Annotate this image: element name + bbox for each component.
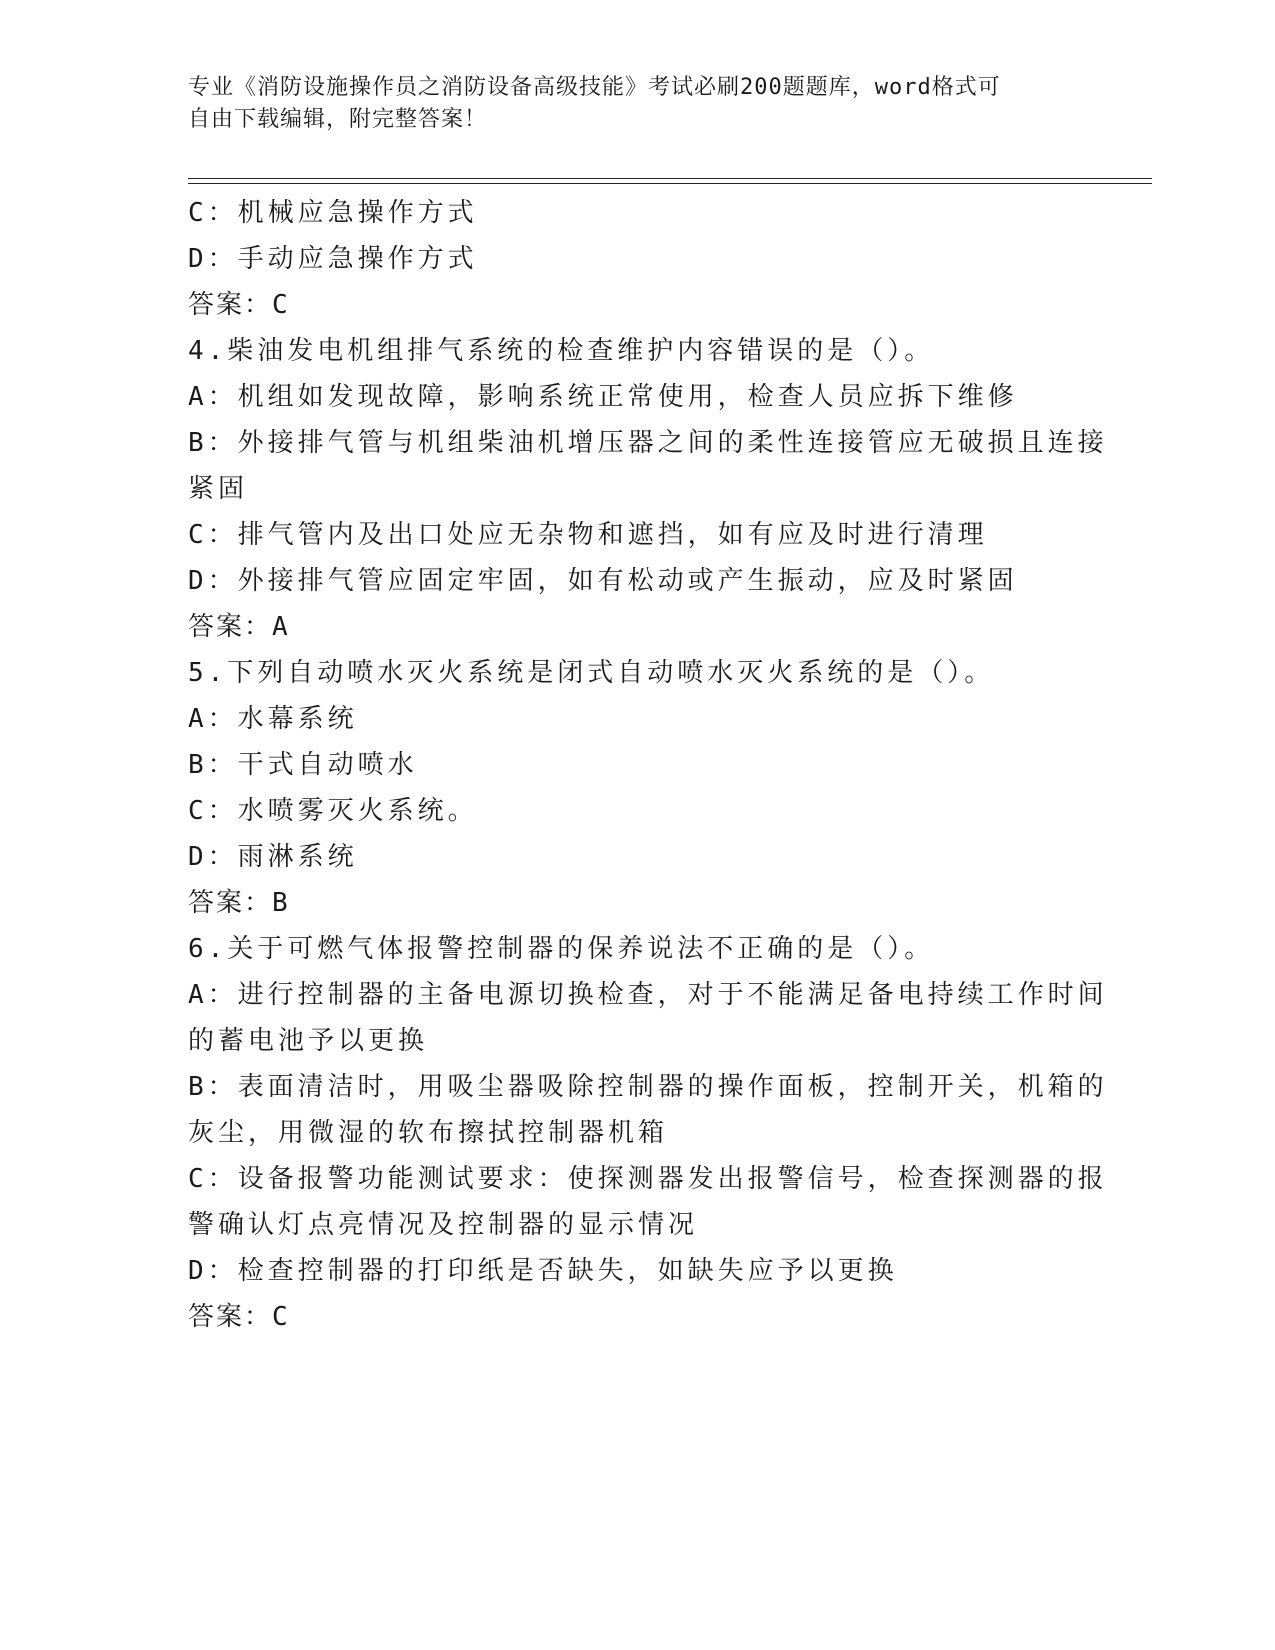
answer-line: 答案：C <box>188 290 290 320</box>
option-d: D：手动应急操作方式 <box>188 244 478 274</box>
option-a: A：进行控制器的主备电源切换检查，对于不能满足备电持续工作时间 <box>188 980 1108 1010</box>
answer-line: 答案：B <box>188 888 290 918</box>
option-b: B：外接排气管与机组柴油机增压器之间的柔性连接管应无破损且连接 <box>188 428 1108 458</box>
option-c: C：水喷雾灭火系统。 <box>188 796 478 826</box>
option-c: C：机械应急操作方式 <box>188 198 478 228</box>
option-d: D：雨淋系统 <box>188 842 358 872</box>
option-d: D：外接排气管应固定牢固，如有松动或产生振动，应及时紧固 <box>188 566 1018 596</box>
answer-line: 答案：C <box>188 1302 290 1332</box>
option-a: A：水幕系统 <box>188 704 358 734</box>
option-b-continued: 紧固 <box>188 474 249 504</box>
option-b: B：干式自动喷水 <box>188 750 418 780</box>
option-a: A：机组如发现故障，影响系统正常使用，检查人员应拆下维修 <box>188 382 1018 412</box>
option-c: C：设备报警功能测试要求：使探测器发出报警信号，检查探测器的报 <box>188 1164 1108 1194</box>
option-a-continued: 的蓄电池予以更换 <box>188 1026 429 1056</box>
question-block-6 <box>188 926 1108 1340</box>
document-header <box>188 72 1068 136</box>
header-divider-top <box>188 178 1152 179</box>
header-line-1: 专业《消防设施操作员之消防设备高级技能》考试必刷200题题库，word格式可 <box>188 75 1001 100</box>
question-title: 5.下列自动喷水灭火系统是闭式自动喷水灭火系统的是（）。 <box>188 658 995 688</box>
option-c: C：排气管内及出口处应无杂物和遮挡，如有应及时进行清理 <box>188 520 988 550</box>
question-title: 6.关于可燃气体报警控制器的保养说法不正确的是（）。 <box>188 934 935 964</box>
question-block-5 <box>188 650 1088 926</box>
question-block-prev <box>188 190 1088 328</box>
header-line-2: 自由下载编辑，附完整答案！ <box>188 107 488 132</box>
option-d: D：检查控制器的打印纸是否缺失，如缺失应予以更换 <box>188 1256 898 1286</box>
option-b: B：表面清洁时，用吸尘器吸除控制器的操作面板，控制开关，机箱的 <box>188 1072 1108 1102</box>
question-block-4 <box>188 328 1108 650</box>
option-c-continued: 警确认灯点亮情况及控制器的显示情况 <box>188 1210 699 1240</box>
answer-line: 答案：A <box>188 612 290 642</box>
question-title: 4.柴油发电机组排气系统的检查维护内容错误的是（）。 <box>188 336 935 366</box>
option-b-continued: 灰尘，用微湿的软布擦拭控制器机箱 <box>188 1118 669 1148</box>
document-body <box>188 190 1108 1340</box>
header-divider-bottom <box>188 183 1152 184</box>
